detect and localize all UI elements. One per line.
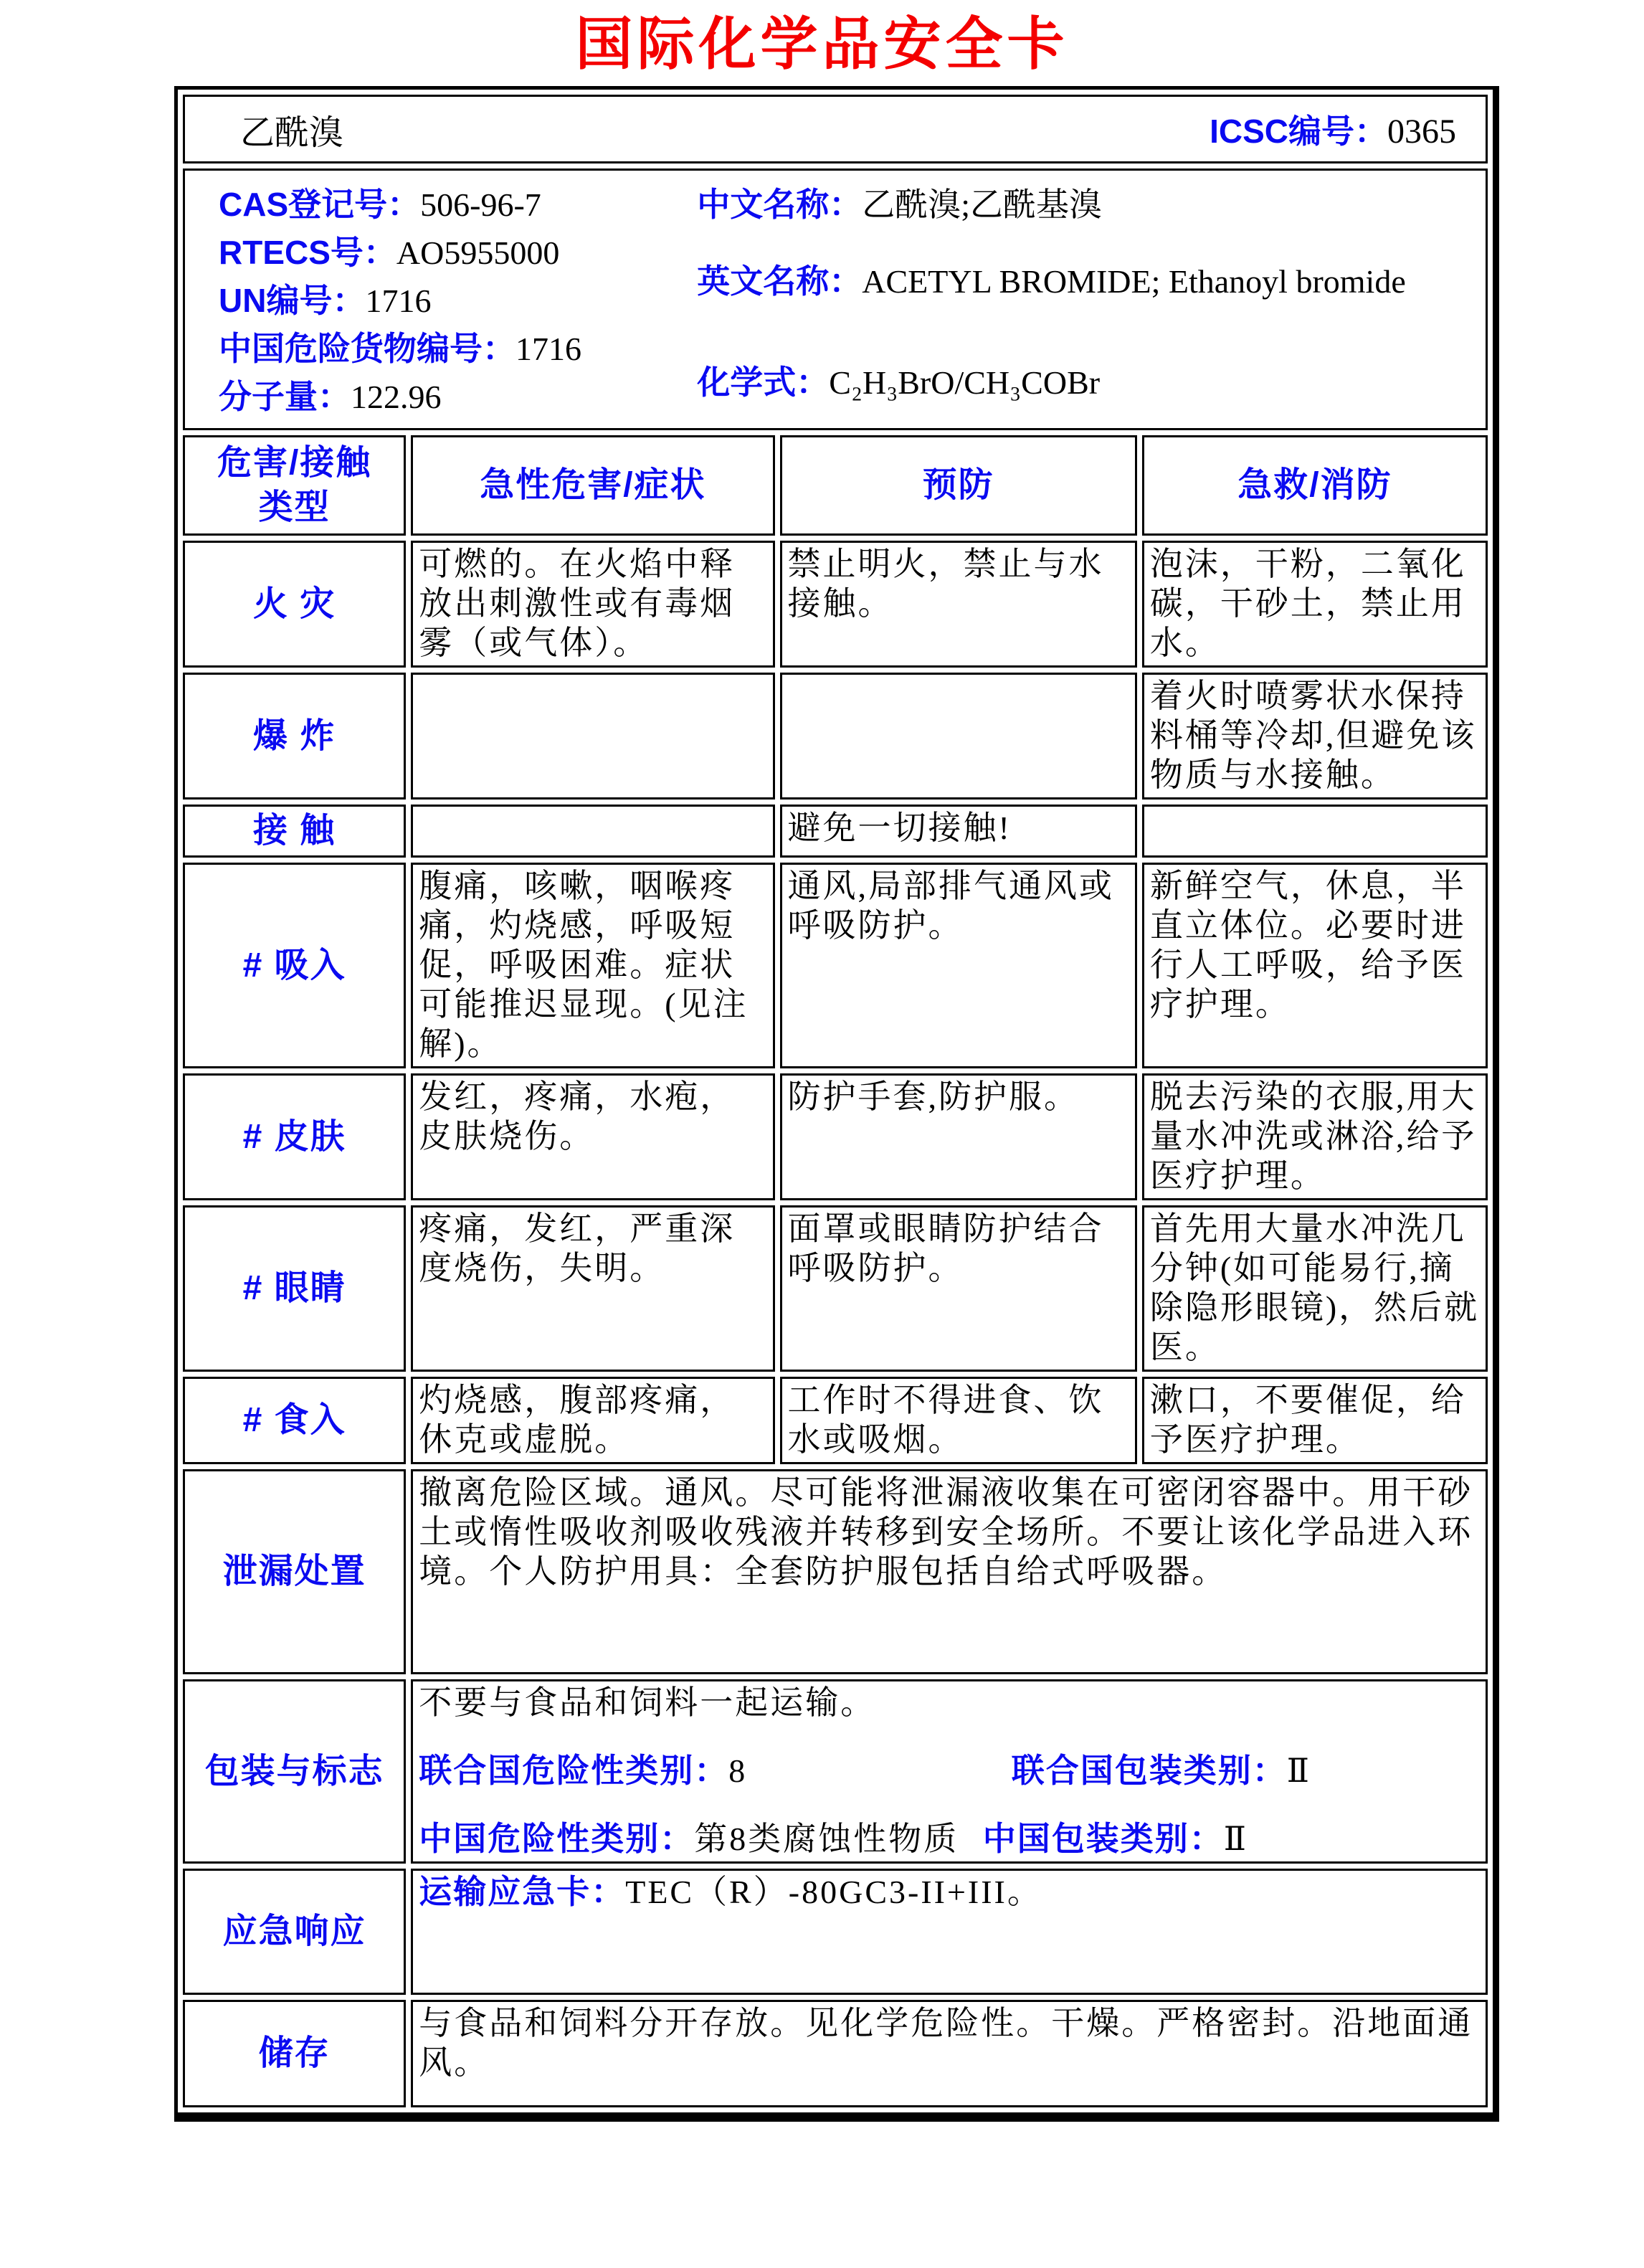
- rtecs-number-line: [219, 229, 697, 276]
- molecular-weight-line: [219, 374, 697, 420]
- header-hazard-type: 危害/接触 类型: [183, 435, 406, 536]
- hazard-row-eyes: [183, 1205, 1488, 1372]
- chemical-formula-label: 化学式：: [697, 364, 830, 401]
- china-dg-number-label: 中国危险货物编号：: [219, 330, 515, 367]
- un-pack-group-value: Ⅱ: [1286, 1752, 1311, 1789]
- molecular-weight-value: 122.96: [351, 379, 442, 415]
- identifiers-row: [183, 169, 1488, 430]
- section-row-spill: [183, 1469, 1488, 1674]
- eyes-firstaid-cell: 首先用大量水冲洗几分钟(如可能易行,摘除隐形眼镜)，然后就医。: [1142, 1205, 1488, 1372]
- hazard-type-label: # 眼睛: [183, 1205, 406, 1372]
- chinese-name-line: [697, 181, 1478, 228]
- emergency-section-label: 应急响应: [183, 1869, 406, 1995]
- skin-symptoms-cell: 发红，疼痛，水疱，皮肤烧伤。: [411, 1073, 774, 1200]
- ingestion-prevention-cell: 工作时不得进食、饮水或吸烟。: [780, 1377, 1137, 1464]
- icsc-number-value: 0365: [1387, 113, 1456, 151]
- storage-section-content: 与食品和饲料分开存放。见化学危险性。干燥。严格密封。沿地面通风。: [411, 2000, 1488, 2107]
- icsc-table: [174, 86, 1499, 2122]
- chemical-formula-value: C₂H₃BrO/CH₃COBr: [829, 364, 1101, 401]
- packaging-section-content: [411, 1679, 1488, 1864]
- chinese-name-label: 中文名称：: [697, 186, 863, 223]
- cn-hazard-class-label: 中国危险性类别：: [419, 1820, 695, 1857]
- hazard-row-skin: [183, 1073, 1488, 1200]
- hazard-type-label: 火 灾: [183, 541, 406, 668]
- hazard-type-label: # 吸入: [183, 863, 406, 1068]
- china-dg-number-value: 1716: [515, 331, 581, 367]
- exposure-symptoms-cell: [411, 805, 774, 858]
- hazard-type-label: 接 触: [183, 805, 406, 858]
- packaging-section-label: 包装与标志: [183, 1679, 406, 1864]
- exposure-firstaid-cell: [1142, 805, 1488, 858]
- english-name-label: 英文名称：: [697, 262, 863, 300]
- section-row-storage: [183, 2000, 1488, 2107]
- un-classification-line: [419, 1751, 1481, 1790]
- header-first-aid: 急救/消防: [1142, 435, 1488, 536]
- icsc-number-group: [1210, 105, 1456, 153]
- trem-card-value: TEC（R）-80GC3-II+III。: [625, 1874, 1042, 1910]
- inhalation-firstaid-cell: 新鲜空气，休息，半直立体位。必要时进行人工呼吸，给予医疗护理。: [1142, 863, 1488, 1068]
- english-name-value: ACETYL BROMIDE; Ethanoyl bromide: [862, 263, 1406, 300]
- identifiers-cell: [183, 169, 1488, 430]
- cas-number-line: [219, 181, 697, 228]
- skin-firstaid-cell: 脱去污染的衣服,用大量水冲洗或淋浴,给予医疗护理。: [1142, 1073, 1488, 1200]
- identifiers-right-column: [697, 181, 1478, 422]
- icsc-card-page: [0, 13, 1644, 2268]
- eyes-symptoms-cell: 疼痛，发红，严重深度烧伤，失明。: [411, 1205, 774, 1372]
- emergency-section-content: [411, 1869, 1488, 1995]
- spill-section-label: 泄漏处置: [183, 1469, 406, 1674]
- ingestion-symptoms-cell: 灼烧感，腹部疼痛，休克或虚脱。: [411, 1377, 774, 1464]
- un-pack-group-label: 联合国包装类别：: [1011, 1752, 1287, 1789]
- inhalation-symptoms-cell: 腹痛，咳嗽，咽喉疼痛，灼烧感，呼吸短促，呼吸困难。症状可能推迟显现。(见注解)。: [411, 863, 774, 1068]
- hazard-header-row: [183, 435, 1488, 536]
- hazard-row-ingestion: [183, 1377, 1488, 1464]
- cn-hazard-class-value: 第8类腐蚀性物质: [694, 1821, 959, 1857]
- english-name-line: [697, 258, 1478, 305]
- substance-header-row: [183, 95, 1488, 163]
- exposure-prevention-cell: 避免一切接触!: [780, 805, 1137, 858]
- un-number-value: 1716: [365, 283, 432, 319]
- trem-card-label: 运输应急卡：: [419, 1873, 626, 1910]
- un-hazard-class-label: 联合国危险性类别：: [419, 1752, 729, 1789]
- un-number-label: UN编号：: [219, 282, 366, 319]
- hazard-type-label: # 食入: [183, 1377, 406, 1464]
- explosion-firstaid-cell: 着火时喷雾状水保持料桶等冷却,但避免该物质与水接触。: [1142, 673, 1488, 800]
- rtecs-number-label: RTECS号：: [219, 234, 396, 271]
- molecular-weight-label: 分子量：: [219, 378, 351, 415]
- cas-number-label: CAS登记号：: [219, 186, 421, 223]
- cn-classification-line: [419, 1819, 1481, 1859]
- hazard-row-explosion: [183, 673, 1488, 800]
- un-hazard-class-value: 8: [728, 1752, 748, 1789]
- inhalation-prevention-cell: 通风,局部排气通风或呼吸防护。: [780, 863, 1137, 1068]
- fire-symptoms-cell: 可燃的。在火焰中释放出刺激性或有毒烟雾（或气体）。: [411, 541, 774, 668]
- hazard-row-inhalation: [183, 863, 1488, 1068]
- eyes-prevention-cell: 面罩或眼睛防护结合呼吸防护。: [780, 1205, 1137, 1372]
- page-title: 国际化学品安全卡: [575, 12, 1069, 76]
- explosion-prevention-cell: [780, 673, 1137, 800]
- icsc-number-label: ICSC编号：: [1210, 113, 1387, 150]
- hazard-type-label: # 皮肤: [183, 1073, 406, 1200]
- fire-prevention-cell: 禁止明火，禁止与水接触。: [780, 541, 1137, 668]
- hazard-type-label: 爆 炸: [183, 673, 406, 800]
- fire-firstaid-cell: 泡沫，干粉，二氧化碳，干砂土，禁止用水。: [1142, 541, 1488, 668]
- cn-pack-group-label: 中国包装类别：: [982, 1820, 1224, 1857]
- section-row-packaging: [183, 1679, 1488, 1864]
- un-number-line: [219, 277, 697, 324]
- hazard-row-fire: [183, 541, 1488, 668]
- cas-number-value: 506-96-7: [420, 186, 541, 223]
- cn-pack-group-value: Ⅱ: [1223, 1821, 1248, 1857]
- chinese-name-value: 乙酰溴;乙酰基溴: [862, 186, 1103, 223]
- explosion-symptoms-cell: [411, 673, 774, 800]
- substance-name: 乙酰溴: [240, 113, 344, 152]
- hazard-row-exposure: [183, 805, 1488, 858]
- packaging-transport-note: 不要与食品和饲料一起运输。: [419, 1684, 876, 1721]
- spill-section-content: 撤离危险区域。通风。尽可能将泄漏液收集在可密闭容器中。用干砂土或惰性吸收剂吸收残液并转移到安全场所。不要让该化学品进入环境。个人防护用具：全套防护服包括自给式呼吸器。: [411, 1469, 1488, 1674]
- section-row-emergency: [183, 1869, 1488, 1995]
- skin-prevention-cell: 防护手套,防护服。: [780, 1073, 1137, 1200]
- header-prevention: 预防: [780, 435, 1137, 536]
- chemical-formula-line: [697, 359, 1478, 406]
- ingestion-firstaid-cell: 漱口，不要催促，给予医疗护理。: [1142, 1377, 1488, 1464]
- storage-section-label: 储存: [183, 2000, 406, 2107]
- rtecs-number-value: AO5955000: [396, 234, 560, 271]
- identifiers-left-column: [219, 181, 697, 422]
- header-acute-hazards: 急性危害/症状: [411, 435, 774, 536]
- china-dg-number-line: [219, 326, 697, 372]
- substance-header-cell: [183, 95, 1488, 163]
